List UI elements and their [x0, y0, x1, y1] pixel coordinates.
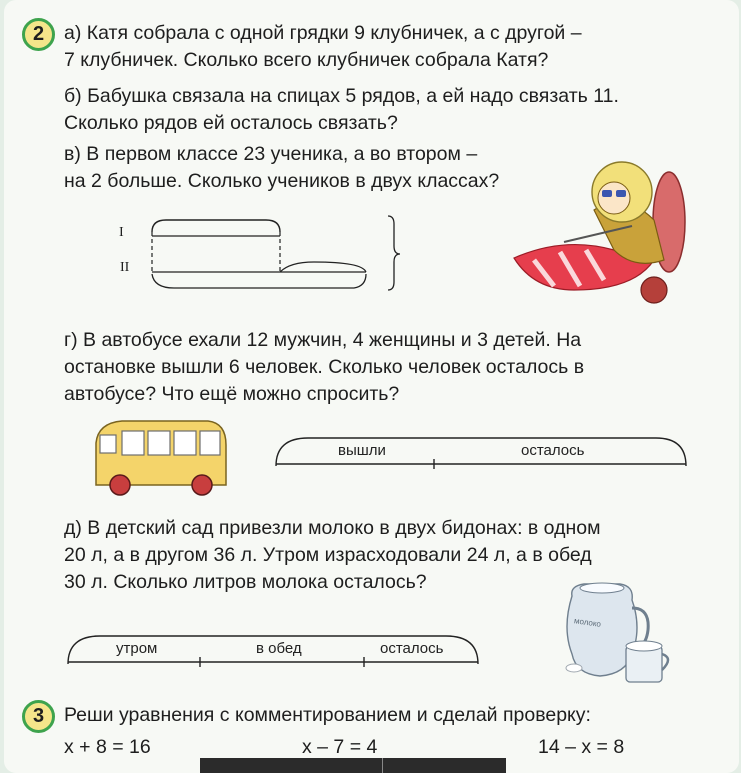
task-2g-line-3: автобусе? Что ещё можно спросить? — [64, 383, 400, 405]
equation-3: 14 – x = 8 — [538, 736, 625, 758]
segment-label-morning: утром — [116, 640, 158, 657]
task-2g-line-1: г) В автобусе ехали 12 мужчин, 4 женщины и 3 детей. На — [64, 329, 582, 351]
task-3-instruction: Реши уравнения с комментированием и сделай проверку: — [64, 704, 591, 726]
bus-illustration — [88, 415, 238, 497]
textbook-page — [4, 0, 739, 773]
jug-label: молоко — [573, 616, 602, 629]
diagram-row-label-2: II — [120, 260, 130, 275]
bottom-toolbar — [200, 758, 506, 773]
task-2a-line-1: а) Катя собрала с одной грядки 9 клубничек, а с другой – — [64, 22, 582, 44]
equation-2: x – 7 = 4 — [302, 736, 378, 758]
segment-label-remaining-milk: осталось — [380, 640, 444, 657]
bus-passengers-diagram — [272, 430, 692, 475]
equation-1: x + 8 = 16 — [64, 736, 151, 758]
task-2d-line-3: 30 л. Сколько литров молока осталось? — [64, 571, 427, 593]
task-2d-line-2: 20 л, а в другом 36 л. Утром израсходовали 24 л, а в обед — [64, 544, 592, 566]
class-comparison-diagram — [144, 210, 404, 300]
task-2g-line-2: остановке вышли 6 человек. Сколько человек осталось в — [64, 356, 585, 378]
task-2v-line-2: на 2 больше. Сколько учеников в двух классах? — [64, 170, 500, 192]
segment-label-lunch: в обед — [256, 640, 302, 657]
segment-label-remaining: осталось — [521, 442, 585, 459]
task-2a-line-2: 7 клубничек. Сколько всего клубничек собрала Катя? — [64, 49, 549, 71]
milk-jug-illustration — [550, 578, 680, 690]
segment-label-left: вышли — [338, 442, 386, 459]
task-2v-line-1: в) В первом классе 23 ученика, а во втором – — [64, 143, 478, 165]
task-2b-line-1: б) Бабушка связала на спицах 5 рядов, а ей надо связать 11. — [64, 85, 619, 107]
knitting-grandma-illustration — [504, 140, 694, 305]
task-2b-line-2: Сколько рядов ей осталось связать? — [64, 112, 398, 134]
task-2d-line-1: д) В детский сад привезли молоко в двух бидонах: в одном — [64, 517, 601, 539]
task-2-number: 2 — [22, 18, 55, 51]
task-3-number: 3 — [22, 700, 55, 733]
diagram-row-label-1: I — [119, 225, 124, 240]
